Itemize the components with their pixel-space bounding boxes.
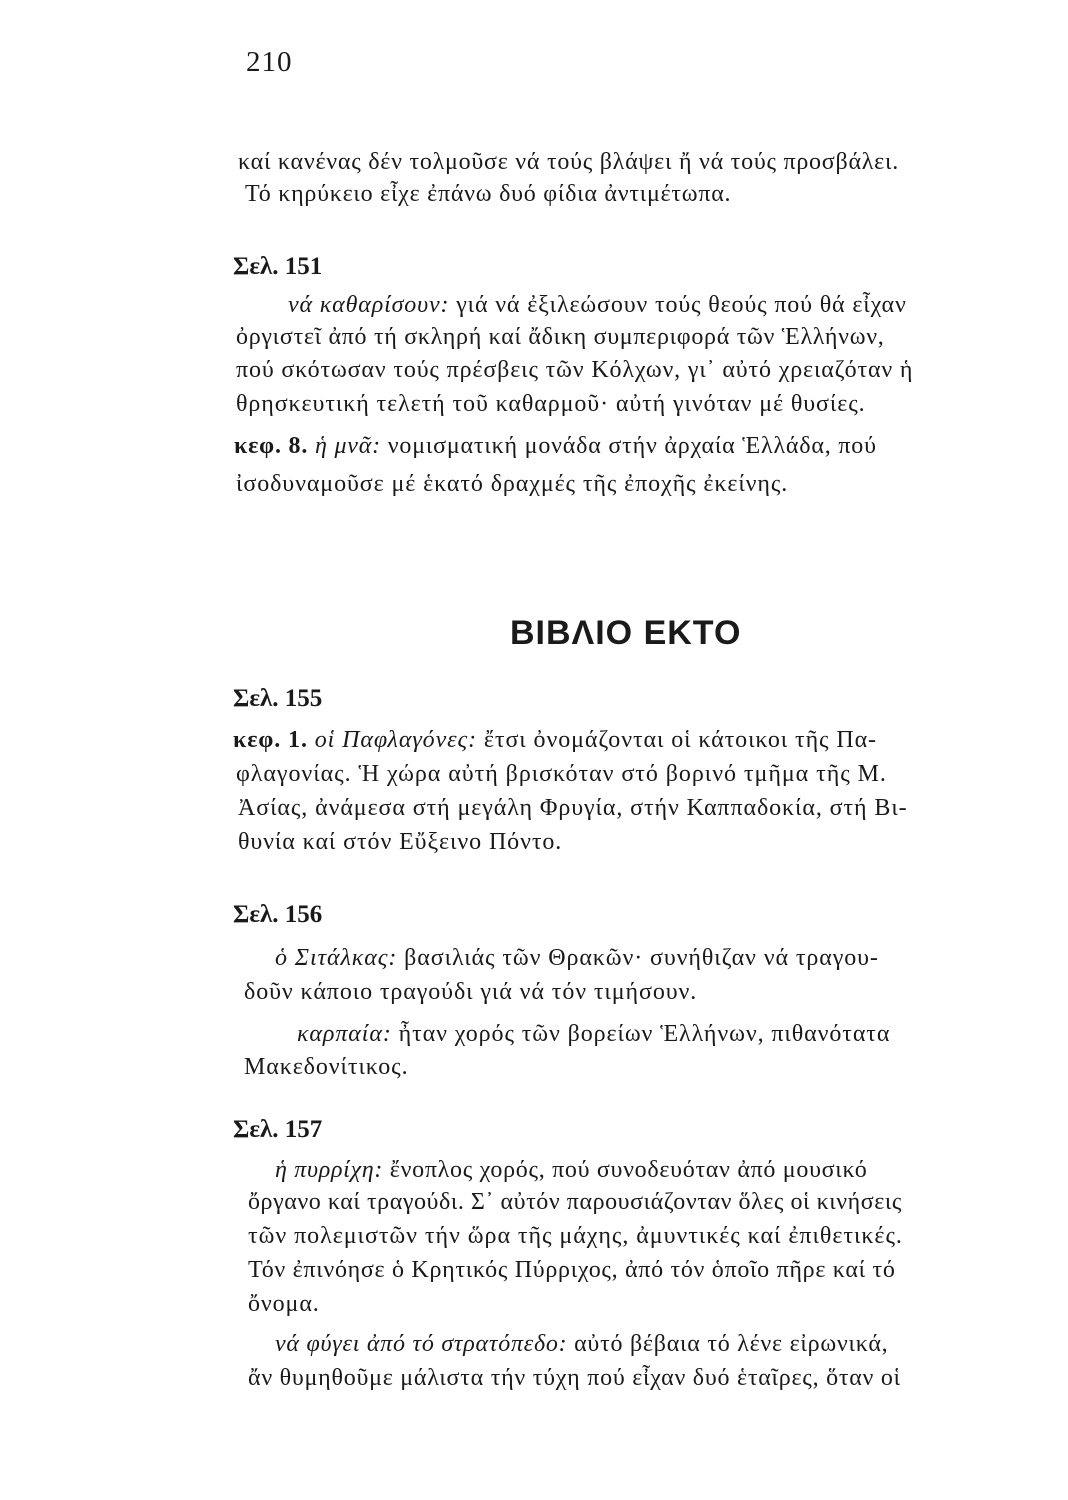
sel156-line-4: Μακεδονίτικος. [244, 1054, 409, 1080]
term-karpaia: καρπαία: [297, 1021, 392, 1047]
section-header-157: Σελ. 157 [233, 1116, 323, 1143]
term-mna: ἡ μνᾶ: [308, 433, 381, 459]
sel157-line-1: ἡ πυρρίχη: ἔνοπλος χορός, πού συνοδευόταν ἀπό μουσικό [275, 1157, 868, 1183]
sel155-line-1: κεφ. 1. οἱ Παφλαγόνες: ἔτσι ὀνομάζονται οἱ κάτοικοι τῆς Πα- [233, 727, 877, 753]
sel156-line-3: καρπαία: ἦταν χορός τῶν βορείων Ἑλλήνων, πιθανότατα [297, 1021, 891, 1047]
sel151-line-2: ὀργιστεῖ ἀπό τή σκληρή καί ἄδικη συμπεριφορά τῶν Ἑλλήνων, [236, 324, 885, 350]
kef-label: κεφ. 1. [233, 727, 308, 753]
page-number: 210 [246, 46, 293, 78]
sel151-kef-line-1: κεφ. 8. ἡ μνᾶ: νομισματική μονάδα στήν ἀρχαία Ἑλλάδα, πού [234, 433, 877, 459]
intro-line-2: Τό κηρύκειο εἶχε ἐπάνω δυό φίδια ἀντιμέτωπα. [245, 181, 732, 207]
sel157-line-6: νά φύγει ἀπό τό στρατόπεδο: αὐτό βέβαια τό λένε εἰρωνικά, [275, 1331, 889, 1357]
sel157-line-2: ὄργανο καί τραγούδι. Σ᾿ αὐτόν παρουσιάζονταν ὅλες οἱ κινήσεις [248, 1189, 902, 1215]
sel156-line-1: ὁ Σιτάλκας: βασιλιάς τῶν Θρακῶν· συνήθιζαν νά τραγου- [275, 945, 879, 971]
intro-line-1: καί κανένας δέν τολμοῦσε νά τούς βλάψει ἤ νά τούς προσβάλει. [238, 149, 899, 175]
section-header-155: Σελ. 155 [233, 685, 323, 712]
sel155-line-4: θυνία καί στόν Εὔξεινο Πόντο. [238, 829, 563, 855]
sel157-line-4: Τόν ἐπινόησε ὁ Κρητικός Πύρριχος, ἀπό τόν ὁποῖο πῆρε καί τό [248, 1257, 896, 1283]
sel151-line-1: νά καθαρίσουν: γιά νά ἐξιλεώσουν τούς θεούς πού θά εἶχαν [288, 292, 907, 318]
kef-label: κεφ. 8. [234, 433, 309, 459]
term-sitalkas: ὁ Σιτάλκας: [275, 945, 398, 971]
term-pyrrichi: ἡ πυρρίχη: [275, 1157, 384, 1183]
sel155-line-3: Ἀσίας, ἀνάμεσα στή μεγάλη Φρυγία, στήν Καππαδοκία, στή Βι- [238, 795, 908, 821]
sel151-line-4: θρησκευτική τελετή τοῦ καθαρμοῦ· αὐτή γινόταν μέ θυσίες. [236, 391, 866, 417]
term-paphlagones: οἱ Παφλαγόνες: [307, 727, 478, 753]
section-header-151: Σελ. 151 [233, 253, 323, 280]
sel156-line-2: δοῦν κάποιο τραγούδι γιά νά τόν τιμήσουν. [244, 979, 698, 1005]
section-header-156: Σελ. 156 [233, 901, 323, 928]
sel157-line-3: τῶν πολεμιστῶν τήν ὥρα τῆς μάχης, ἀμυντικές καί ἐπιθετικές. [248, 1223, 903, 1249]
book-title: ΒΙΒΛΙΟ ΕΚΤΟ [510, 614, 742, 652]
sel157-line-7: ἄν θυμηθοῦμε μάλιστα τήν τύχη πού εἶχαν δυό ἑταῖρες, ὅταν οἱ [248, 1365, 901, 1391]
sel157-line-5: ὄνομα. [248, 1291, 320, 1317]
sel151-line-3: πού σκότωσαν τούς πρέσβεις τῶν Κόλχων, γι᾿ αὐτό χρειαζόταν ἡ [236, 357, 914, 383]
term-katharisoun: νά καθαρίσουν: [288, 292, 450, 318]
sel151-kef-line-2: ἰσοδυναμοῦσε μέ ἑκατό δραχμές τῆς ἐποχῆς ἐκείνης. [236, 471, 789, 497]
sel155-line-2: φλαγονίας. Ἡ χώρα αὐτή βρισκόταν στό βορινό τμῆμα τῆς Μ. [236, 761, 887, 787]
term-na-fygei: νά φύγει ἀπό τό στρατόπεδο: [275, 1331, 568, 1357]
